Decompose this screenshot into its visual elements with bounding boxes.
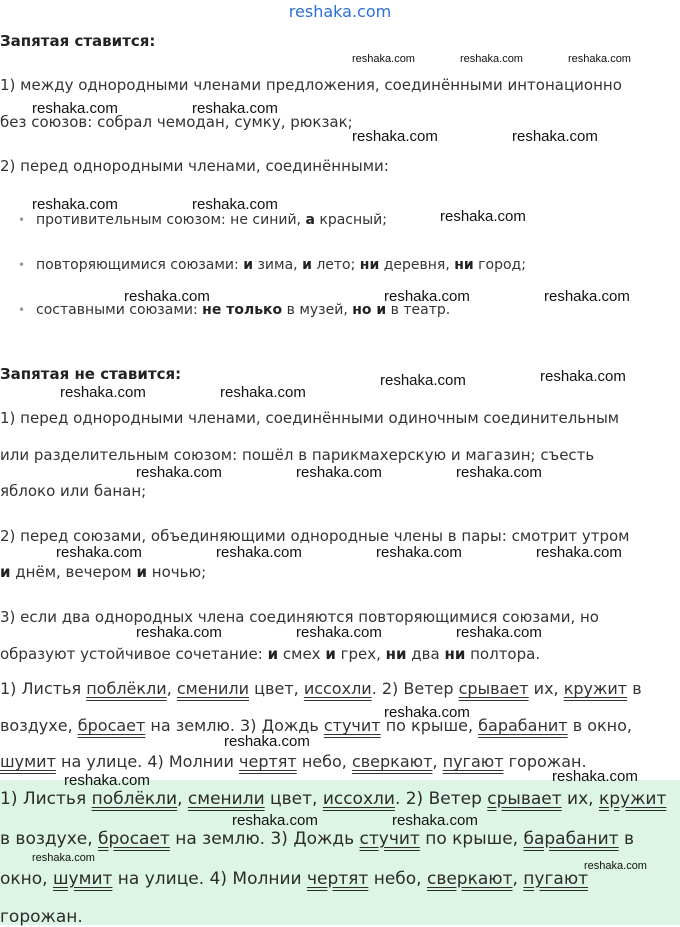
watermark: reshaka.com (220, 384, 306, 401)
watermark: reshaka.com (568, 53, 631, 65)
no-rule1-line1: 1) перед однородными членами, соединёнными одиночным соединительным (0, 409, 620, 427)
watermark: reshaka.com (192, 100, 278, 117)
watermark: reshaka.com (60, 384, 146, 401)
watermark: reshaka.com (296, 624, 382, 641)
site-link[interactable]: reshaka.com (288, 2, 392, 21)
task-line2: воздухе, бросает на землю. 3) Дождь стучит по крыше, барабанит в окно, (0, 716, 633, 735)
watermark: reshaka.com (536, 544, 622, 561)
watermark: reshaka.com (456, 624, 542, 641)
watermark: reshaka.com (124, 288, 210, 305)
bullet-repeating: • повторяющимися союзами: и зима, и лето; ни деревня, ни город; (18, 257, 526, 273)
rule1-line1: 1) между однородными членами предложения, соединёнными интонационно (0, 76, 622, 94)
no-rule1-line2: или разделительным союзом: пошёл в парикмахерскую и магазин; съесть (0, 446, 595, 464)
watermark: reshaka.com (544, 288, 630, 305)
no-rule3-line2: образуют устойчивое сочетание: и смех и грех, ни два ни полтора. (0, 645, 541, 663)
rule2: 2) перед однородными членами, соединёнными: (0, 157, 389, 175)
heading-comma-placed: Запятая ставится: (0, 32, 156, 50)
watermark: reshaka.com (136, 624, 222, 641)
no-rule3-line1: 3) если два однородных члена соединяются повторяющимися союзами, но (0, 608, 599, 626)
watermark: reshaka.com (32, 100, 118, 117)
heading-comma-not-placed: Запятая не ставится: (0, 365, 182, 383)
watermark: reshaka.com (392, 812, 478, 829)
watermark: reshaka.com (384, 288, 470, 305)
watermark: reshaka.com (224, 733, 310, 750)
watermark: reshaka.com (552, 768, 638, 785)
answer-line4: горожан. (0, 907, 83, 927)
task-line3: шумит на улице. 4) Молнии чертят небо, сверкают, пугают горожан. (0, 752, 587, 771)
watermark: reshaka.com (460, 53, 523, 65)
answer-line3: окно, шумит на улице. 4) Молнии чертят небо, сверкают, пугают (0, 869, 589, 889)
watermark: reshaka.com (32, 852, 95, 864)
watermark: reshaka.com (384, 704, 470, 721)
watermark: reshaka.com (440, 208, 526, 225)
answer-line1: 1) Листья поблёкли, сменили цвет, иссохли. 2) Ветер срывает их, кружит (0, 789, 667, 809)
watermark: reshaka.com (136, 464, 222, 481)
watermark: reshaka.com (216, 544, 302, 561)
watermark: reshaka.com (352, 128, 438, 145)
bullet-adversative: • противительным союзом: не синий, а красный; (18, 212, 387, 228)
no-rule1-line3: яблоко или банан; (0, 482, 147, 500)
watermark: reshaka.com (584, 860, 647, 872)
no-rule2-line2: и днём, вечером и ночью; (0, 563, 207, 581)
watermark: reshaka.com (376, 544, 462, 561)
watermark: reshaka.com (380, 372, 466, 389)
bullet-compound: • составными союзами: не только в музей, но и в театр. (18, 302, 450, 318)
watermark: reshaka.com (296, 464, 382, 481)
watermark: reshaka.com (32, 196, 118, 213)
watermark: reshaka.com (232, 812, 318, 829)
answer-line2: в воздухе, бросает на землю. 3) Дождь стучит по крыше, барабанит в (0, 829, 634, 849)
watermark: reshaka.com (456, 464, 542, 481)
watermark: reshaka.com (64, 772, 150, 789)
watermark: reshaka.com (352, 53, 415, 65)
rule1-line2: без союзов: собрал чемодан, сумку, рюкзак; (0, 113, 353, 131)
task-line1: 1) Листья поблёкли, сменили цвет, иссохли. 2) Ветер срывает их, кружит в (0, 679, 642, 698)
watermark: reshaka.com (56, 544, 142, 561)
watermark: reshaka.com (540, 368, 626, 385)
watermark: reshaka.com (512, 128, 598, 145)
no-rule2-line1: 2) перед союзами, объединяющими однородные члены в пары: смотрит утром (0, 527, 630, 545)
watermark: reshaka.com (192, 196, 278, 213)
